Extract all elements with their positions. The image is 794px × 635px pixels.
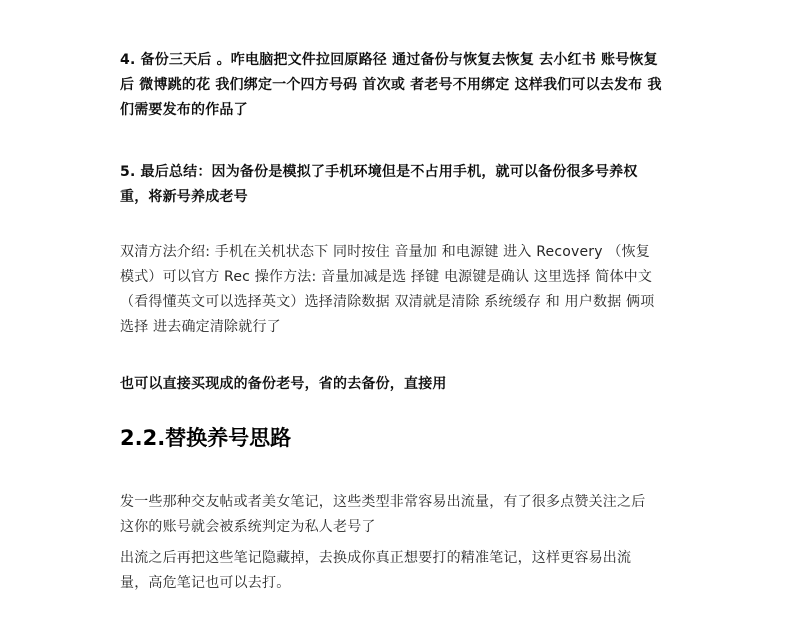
section-heading: 2.2.替换养号思路 [120, 426, 292, 450]
double-clear-paragraph [120, 240, 680, 340]
text-line: 发一些那种交友帖或者美女笔记，这些类型非常容易出流量，有了很多点赞关注之后 [120, 494, 646, 510]
step-5-paragraph [120, 160, 680, 210]
idea-1-paragraph [120, 490, 680, 540]
text-line: 们需要发布的作品了 [120, 102, 248, 118]
text-line: 4. 备份三天后 。咋电脑把文件拉回原路径 通过备份与恢复去恢复 去小红书 账号恢复 [120, 52, 658, 68]
text-line: （看得懂英文可以选择英文）选择清除数据 双清就是清除 系统缓存 和 用户数据 俩项 [120, 294, 655, 310]
text-line: 重，将新号养成老号 [120, 189, 248, 205]
text-line: 5. 最后总结：因为备份是模拟了手机环境但是不占用手机，就可以备份很多号养权 [120, 164, 638, 180]
text-line: 后 微博跳的花 我们绑定一个四方号码 首次或 者老号不用绑定 这样我们可以去发布 我 [120, 77, 662, 93]
text-line: 双清方法介绍: 手机在关机状态下 同时按住 音量加 和电源键 进入 Recovery （恢复 [120, 244, 650, 260]
text-line: 量，高危笔记也可以去打。 [120, 575, 291, 591]
text-line: 出流之后再把这些笔记隐藏掉，去换成你真正想要打的精准笔记，这样更容易出流 [120, 550, 632, 566]
step-4-paragraph [120, 48, 680, 123]
buy-note-paragraph [120, 372, 680, 397]
text-line: 模式）可以官方 Rec 操作方法: 音量加减是选 择键 电源键是确认 这里选择 简体中文 [120, 269, 653, 285]
idea-2-paragraph [120, 546, 680, 596]
text-line: 也可以直接买现成的备份老号，省的去备份，直接用 [120, 376, 447, 392]
text-line: 选择 进去确定清除就行了 [120, 319, 281, 335]
text-line: 这你的账号就会被系统判定为私人老号了 [120, 519, 376, 535]
